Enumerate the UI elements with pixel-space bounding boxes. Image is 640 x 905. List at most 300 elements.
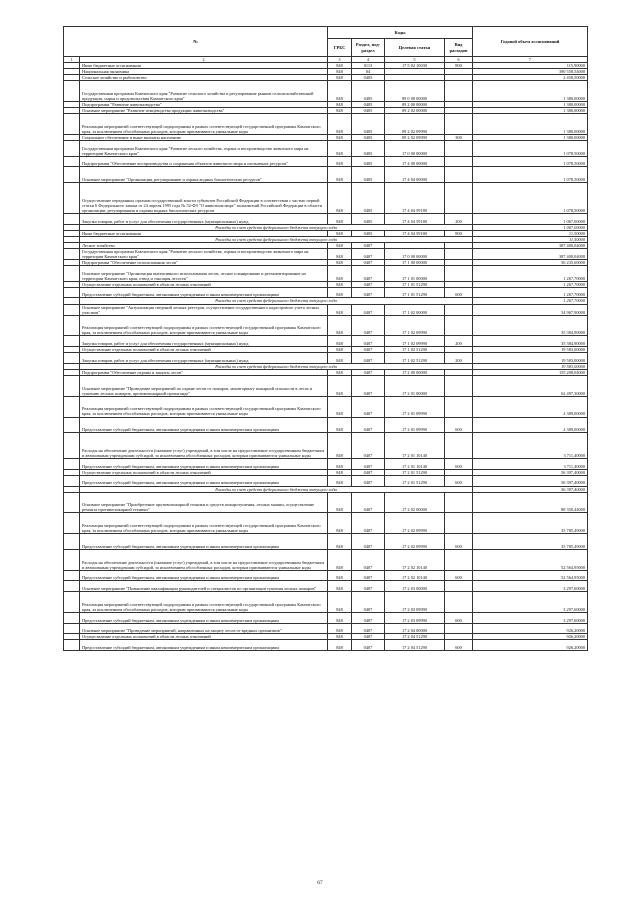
item-name: Реализация мероприятий соответствующей подпрограммы в рамках соответствующей государственной программы Камчатского края, за исключением обособленных расходов, которым присваиваются уникальные коды [80,114,328,135]
table-row [64,612,588,623]
item-name: Основное мероприятие "Актуализация сведений лесных реестров, осуществление государственного кадастрового учета лесных участков" [80,304,328,315]
row-index-cell [64,513,80,534]
table-row [64,592,588,613]
razdel-code: 0407 [352,347,385,353]
razdel-code: 0407 [352,549,385,570]
row-index-cell [64,353,80,364]
razdel-code: 0405 [352,213,385,224]
annual-amount: 1 267,70000 [473,281,588,287]
item-name: Реализация мероприятий соответствующей подпрограммы в рамках соответствующей государственной программы Камчатского края, за исключением обособленных расходов, которым присваиваются уникальные коды [80,592,328,613]
item-name: Основное мероприятие "Приобретение противопожарной техники и средств пожаротушения, лесных машин, осуществление ремонта противопожарной техники" [80,492,328,513]
target-article-code: 17 1 02 09990 [385,336,445,347]
table-row [64,140,588,156]
item-name: Основное мероприятие "Развитие птицеводства продукции животноводства" [80,107,328,113]
row-index-cell [64,248,80,259]
razdel-code: 0405 [352,101,385,107]
expense-type-code [445,167,473,183]
expense-type-code [445,623,473,634]
annual-amount: 3 297,60000 [473,612,588,623]
item-name: Социальное обеспечение и иные выплаты населению [80,134,328,140]
expense-type-code: 600 [445,459,473,470]
grbs-code: 848 [328,369,352,375]
grbs-code: 848 [328,75,352,81]
column-number: 2 [80,57,328,63]
grbs-code: 848 [328,375,352,396]
expense-type-code [445,248,473,259]
expense-type-code [445,183,473,214]
expense-type-code [445,315,473,336]
razdel-code: 0405 [352,134,385,140]
grbs-code: 848 [328,183,352,214]
annual-amount: 1 380,00000 [473,81,588,102]
target-article-code: 17 0 00 00000 [385,140,445,156]
grbs-code: 848 [328,107,352,113]
expense-type-code [445,114,473,135]
target-article-code: 17 2 01 51290 [385,469,445,475]
table-row [64,353,588,364]
item-name: Подпрограмма "Обеспечение воспроизводства и сохранения объектов животного мира и охотничьих ресурсов" [80,156,328,167]
item-name: Основное мероприятие "Организация, регулирование и охрана водных биологических ресурсов" [80,167,328,183]
row-index-cell [64,592,80,613]
target-article-code: 17 4 04 00000 [385,167,445,183]
annual-amount: 52 564,95000 [473,549,588,570]
target-article-code: 17 2 00 00000 [385,369,445,375]
funding-note-amount: 19 583,00000 [473,363,588,369]
item-name: Осуществление отдельных полномочий в области лесных отношений [80,634,328,640]
annual-amount: 387 400,04000 [473,242,588,248]
annual-amount: 1 380,00000 [473,134,588,140]
row-index-cell [64,623,80,634]
column-number: 1 [64,57,80,63]
grbs-code: 848 [328,475,352,486]
header-annual-volume: Годовой объем ассигнований [473,27,588,57]
item-name: Основное мероприятие "Организация интенсивного использования лесов, лесное планирование и регламентирование на территории Камчатского края, отвод и таксация лесосек" [80,265,328,281]
column-number: 7 [473,57,588,63]
expense-type-code: 600 [445,570,473,581]
razdel-code: 0407 [352,640,385,651]
target-article-code: 17 2 01 09990 [385,396,445,417]
table-row [64,287,588,298]
item-name: Закупка товаров, работ и услуг для обеспечения государственных (муниципальных) нужд [80,353,328,364]
budget-document [63,26,587,651]
grbs-code: 848 [328,167,352,183]
target-article-code: 17 2 01 10140 [385,433,445,459]
razdel-code: 0407 [352,592,385,613]
item-name: Предоставление субсидий бюджетным, автономным учреждениям и иным некоммерческим организациям [80,570,328,581]
column-number: 4 [352,57,385,63]
row-index-cell [64,375,80,396]
target-article-code: 17 2 01 00000 [385,375,445,396]
table-header [64,27,588,63]
grbs-code: 848 [328,634,352,640]
expense-type-code: 600 [445,417,473,433]
annual-amount: 35 384,90000 [473,315,588,336]
table-row [64,492,588,513]
razdel-code: 0407 [352,469,385,475]
target-article-code: 17 1 02 09990 [385,315,445,336]
annual-amount: 3 711,40000 [473,433,588,459]
expense-type-code [445,513,473,534]
expense-type-code [445,592,473,613]
grbs-code: 848 [328,513,352,534]
target-article-code: 17 2 03 09990 [385,592,445,613]
target-article-code: 17 0 00 00000 [385,248,445,259]
grbs-code: 848 [328,287,352,298]
razdel-code: 0407 [352,492,385,513]
annual-amount: 19 583,00000 [473,353,588,364]
grbs-code: 848 [328,230,352,236]
table-row [64,304,588,315]
target-article-code: 17 2 01 09990 [385,417,445,433]
item-name: Закупка товаров, работ и услуг для обеспечения государственных (муниципальных) нужд [80,213,328,224]
row-index-cell [64,213,80,224]
expense-type-code: 300 [445,134,473,140]
item-name: Иные бюджетные ассигнования [80,63,328,69]
funding-note-amount: 11,50000 [473,236,588,242]
razdel-code: 0405 [352,183,385,214]
razdel-code: 0407 [352,459,385,470]
row-index-cell [64,570,80,581]
row-index-cell [64,475,80,486]
item-name: Подпрограмма "Обеспечение охраны и защиты лесов" [80,369,328,375]
expense-type-code: 600 [445,475,473,486]
target-article-code: 17 2 02 10140 [385,570,445,581]
table-row [64,513,588,534]
item-name: Основное мероприятие "Проведение мероприятий по охране лесов от пожаров, мониторингу пожарной опасности в лесах и тушению лесных пожаров, противопожарной пропаганде" [80,375,328,396]
annual-amount: 926,20000 [473,634,588,640]
row-index-cell [64,459,80,470]
razdel-code: 0405 [352,140,385,156]
annual-amount: 115,90000 [473,63,588,69]
expense-type-code [445,581,473,592]
item-name: Осуществление отдельных полномочий в области лесных отношений [80,469,328,475]
item-name: Предоставление субсидий бюджетным, автономным учреждениям и иным некоммерческим организациям [80,459,328,470]
item-name: Государственная программа Камчатского края "Развитие лесного хозяйства, охрана и воспроизводство животного мира на территории Камчатского края" [80,248,328,259]
row-index-cell [64,114,80,135]
grbs-code: 848 [328,353,352,364]
item-name: Основное мероприятие "Проведение мероприятий, направленных на защиту лесов от вредных организмов" [80,623,328,634]
row-index-cell [64,183,80,214]
grbs-code: 848 [328,640,352,651]
annual-amount: 56 397,40000 [473,469,588,475]
grbs-code: 848 [328,213,352,224]
row-index-cell [64,433,80,459]
grbs-code: 848 [328,265,352,281]
razdel-code: 0407 [352,375,385,396]
razdel-code: 0405 [352,75,385,81]
razdel-code: 0407 [352,581,385,592]
grbs-code: 848 [328,623,352,634]
annual-amount: 54 967,90000 [473,304,588,315]
header-codes: Коды [328,27,473,39]
razdel-code: 0407 [352,570,385,581]
row-index-cell [64,534,80,550]
grbs-code: 848 [328,63,352,69]
item-name: Государственная программа Камчатского края "Развитие лесного хозяйства, охрана и воспроизводство животного мира на территории Камчатского края" [80,140,328,156]
grbs-code: 848 [328,248,352,259]
target-article-code: 17 1 02 51290 [385,347,445,353]
razdel-code: 0407 [352,259,385,265]
table-row [64,396,588,417]
table-row [64,640,588,651]
expense-type-code [445,396,473,417]
item-name: Закупка товаров, работ и услуг для обеспечения государственных (муниципальных) нужд [80,336,328,347]
expense-type-code: 600 [445,287,473,298]
target-article-code: 17 2 02 00000 [385,492,445,513]
razdel-code: 0405 [352,107,385,113]
item-name: Предоставление субсидий бюджетным, автономным учреждениям и иным некоммерческим организациям [80,417,328,433]
item-name: Реализация мероприятий соответствующей подпрограммы в рамках соответствующей государственной программы Камчатского края, за исключением обособленных расходов, которым присваиваются уникальные коды [80,513,328,534]
expense-type-code: 600 [445,534,473,550]
annual-amount: 390 558,54000 [473,69,588,75]
razdel-code: 0407 [352,513,385,534]
annual-amount: 1 078,50000 [473,156,588,167]
expense-type-code [445,492,473,513]
page-number: 67 [317,880,323,886]
table-row [64,315,588,336]
target-article-code: 17 1 01 51290 [385,281,445,287]
expense-type-code [445,265,473,281]
table-row [64,81,588,102]
razdel-code: 0407 [352,242,385,248]
annual-amount: 1 380,00000 [473,107,588,113]
expense-type-code: 200 [445,213,473,224]
target-article-code: 17 1 01 51290 [385,287,445,298]
header-num: № [64,27,328,57]
annual-amount: 35 384,90000 [473,336,588,347]
expense-type-code [445,156,473,167]
table-row [64,433,588,459]
razdel-code: 0407 [352,612,385,623]
target-article-code: 09 2 02 09990 [385,134,445,140]
row-index-cell [64,167,80,183]
funding-note-amount: 1 067,00000 [473,224,588,230]
item-name: Основное мероприятие "Повышение квалификации руководителей и специалистов по организации тушения лесных пожаров" [80,581,328,592]
grbs-code: 848 [328,281,352,287]
row-index-cell [64,581,80,592]
expense-type-code: 800 [445,230,473,236]
table-row [64,459,588,470]
razdel-code: 0405 [352,167,385,183]
razdel-code: 0405 [352,114,385,135]
target-article-code: 17 4 04 59180 [385,230,445,236]
funding-note-amount: 1 267,70000 [473,298,588,304]
annual-amount: 3 297,60000 [473,592,588,613]
header-razdel: Раздел, под-раздел [352,39,385,57]
target-article-code: 17 2 02 10140 [385,549,445,570]
target-article-code: 17 2 04 51290 [385,634,445,640]
grbs-code: 848 [328,459,352,470]
row-index-cell [64,315,80,336]
row-index-cell [64,417,80,433]
item-name: Осуществление отдельных полномочий в области лесных отношений [80,347,328,353]
annual-amount: 35 785,49000 [473,513,588,534]
grbs-code: 848 [328,612,352,623]
table-row [64,417,588,433]
funding-note-text: Расходы за счет средств федерального бюджета текущего года [80,224,473,230]
row-index-cell [64,140,80,156]
razdel-code: 0407 [352,623,385,634]
annual-amount: 3 711,40000 [473,459,588,470]
annual-amount: 19 583,00000 [473,347,588,353]
grbs-code: 848 [328,469,352,475]
target-article-code: 17 2 03 00000 [385,581,445,592]
item-name: Предоставление субсидий бюджетным, автономным учреждениям и иным некоммерческим организациям [80,640,328,651]
annual-amount: 1 078,50000 [473,140,588,156]
expense-type-code [445,375,473,396]
grbs-code: 848 [328,69,352,75]
annual-amount: 3 297,60000 [473,581,588,592]
item-name: Расходы на обеспечение деятельности (оказание услуг) учреждений, в том числе на предоставление государственным бюджетным и автономным учреждениям субсидий, за исключением обособленных расходов, которым присваиваются уникальные коды [80,433,328,459]
funding-note-text: Расходы за счет средств федерального бюджета текущего года [80,363,473,369]
expense-type-code: 600 [445,612,473,623]
row-index-cell [64,265,80,281]
razdel-code: 0405 [352,81,385,102]
grbs-code: 848 [328,336,352,347]
table-row [64,534,588,550]
item-name: Предоставление субсидий бюджетным, автономным учреждениям и иным некоммерческим организациям [80,612,328,623]
target-article-code: 17 2 02 09990 [385,513,445,534]
target-article-code: 17 1 02 51290 [385,353,445,364]
item-name: Сельское хозяйство и рыболовство [80,75,328,81]
grbs-code: 848 [328,134,352,140]
razdel-code: 0407 [352,336,385,347]
razdel-code: 0407 [352,634,385,640]
header-target-article: Целевая статья [385,39,445,57]
table-row [64,375,588,396]
annual-amount: 1 078,50000 [473,183,588,214]
funding-note-text: Расходы за счет средств федерального бюджета текущего года [80,236,473,242]
row-index-cell [64,156,80,167]
target-article-code: 17 2 01 10140 [385,459,445,470]
table-row [64,475,588,486]
razdel-code: 0407 [352,369,385,375]
budget-table [63,26,588,651]
row-index-cell [64,492,80,513]
table-row [64,549,588,570]
row-index-cell [64,612,80,623]
annual-amount: 1 067,00000 [473,213,588,224]
item-name: Предоставление субсидий бюджетным, автономным учреждениям и иным некоммерческим организациям [80,287,328,298]
annual-amount: 1 078,50000 [473,167,588,183]
expense-type-code [445,433,473,459]
razdel-code: 0407 [352,417,385,433]
table-row [64,183,588,214]
grbs-code: 848 [328,81,352,102]
razdel-code: 0405 [352,230,385,236]
row-index-cell [64,336,80,347]
target-article-code: 17 2 01 51290 [385,475,445,486]
razdel-code: 0407 [352,265,385,281]
razdel-code: 0407 [352,433,385,459]
annual-amount: 62 497,30000 [473,375,588,396]
razdel-code: 0405 [352,156,385,167]
header-grbs: ГРБС [328,39,352,57]
razdel-code: 0407 [352,396,385,417]
row-index-cell [64,549,80,570]
grbs-code: 848 [328,242,352,248]
expense-type-code: 800 [445,63,473,69]
item-name: Осуществление переданных органам государственной власти субъектов Российской Федерации в соответствии с частью первой статьи 6 Федерального закона от 24 апреля 1995 года № 52-ФЗ "О животном мире" полномочий Российской Федерации в области организации, регулирования и охраны водных биологических ресурсов [80,183,328,214]
grbs-code: 848 [328,114,352,135]
annual-amount: 926,20000 [473,623,588,634]
expense-type-code: 200 [445,353,473,364]
target-article-code: 17 4 04 59180 [385,213,445,224]
table-row [64,114,588,135]
table-row [64,265,588,281]
funding-note-text: Расходы за счет средств федерального бюджета текущего года [80,298,473,304]
razdel-code: 0407 [352,304,385,315]
annual-amount: 52 564,95000 [473,570,588,581]
grbs-code: 848 [328,315,352,336]
razdel-code: 0407 [352,534,385,550]
expense-type-code [445,549,473,570]
row-index-cell [64,81,80,102]
expense-type-code: 600 [445,640,473,651]
item-name: Предоставление субсидий бюджетным, автономным учреждениям и иным некоммерческим организациям [80,534,328,550]
annual-amount: 1 267,70000 [473,287,588,298]
target-article-code: 17 1 00 00000 [385,259,445,265]
table-row [64,167,588,183]
target-article-code: 09 0 00 00000 [385,81,445,102]
expense-type-code [445,81,473,102]
target-article-code: 17 2 04 51290 [385,640,445,651]
row-index-cell [64,304,80,315]
razdel-code: 0113 [352,63,385,69]
annual-amount: 1 380,00000 [473,114,588,135]
item-name: Расходы на обеспечение деятельности (оказание услуг) учреждений, в том числе на предоставление государственным бюджетным и автономным учреждениям субсидий, за исключением обособленных расходов, которым присваиваются уникальные коды [80,549,328,570]
table-row [64,213,588,224]
target-article-code: 17 2 02 09990 [385,534,445,550]
grbs-code: 848 [328,156,352,167]
annual-amount: 56 235,60000 [473,259,588,265]
column-number: 5 [385,57,445,63]
razdel-code: 0407 [352,353,385,364]
item-name: Осуществление отдельных полномочий в области лесных отношений [80,281,328,287]
annual-amount: 1 267,70000 [473,265,588,281]
target-article-code: 17 4 04 59180 [385,183,445,214]
annual-amount: 387 400,04000 [473,248,588,259]
annual-amount: 56 397,40000 [473,475,588,486]
annual-amount: 2 389,00000 [473,417,588,433]
grbs-code: 848 [328,417,352,433]
target-article-code: 09 2 00 00000 [385,101,445,107]
table-row [64,336,588,347]
grbs-code: 848 [328,570,352,581]
item-name: Подпрограмма "Развитие животноводства" [80,101,328,107]
target-article-code: 17 4 00 00000 [385,156,445,167]
grbs-code: 848 [328,101,352,107]
table-row [64,156,588,167]
target-article-code: 09 2 02 00000 [385,107,445,113]
table-row [64,248,588,259]
column-number: 6 [445,57,473,63]
item-name: Национальная экономика [80,69,328,75]
row-index-cell [64,640,80,651]
expense-type-code [445,140,473,156]
grbs-code: 848 [328,581,352,592]
column-number: 3 [328,57,352,63]
annual-amount: 2 389,00000 [473,396,588,417]
annual-amount: 88 350,44000 [473,492,588,513]
table-row [64,623,588,634]
grbs-code: 848 [328,433,352,459]
grbs-code: 848 [328,304,352,315]
razdel-code: 0407 [352,248,385,259]
target-article-code: 17 2 04 00000 [385,623,445,634]
grbs-code: 848 [328,592,352,613]
item-name: Реализация мероприятий соответствующей подпрограммы в рамках соответствующей государственной программы Камчатского края, за исключением обособленных расходов, которым присваиваются уникальные коды [80,396,328,417]
